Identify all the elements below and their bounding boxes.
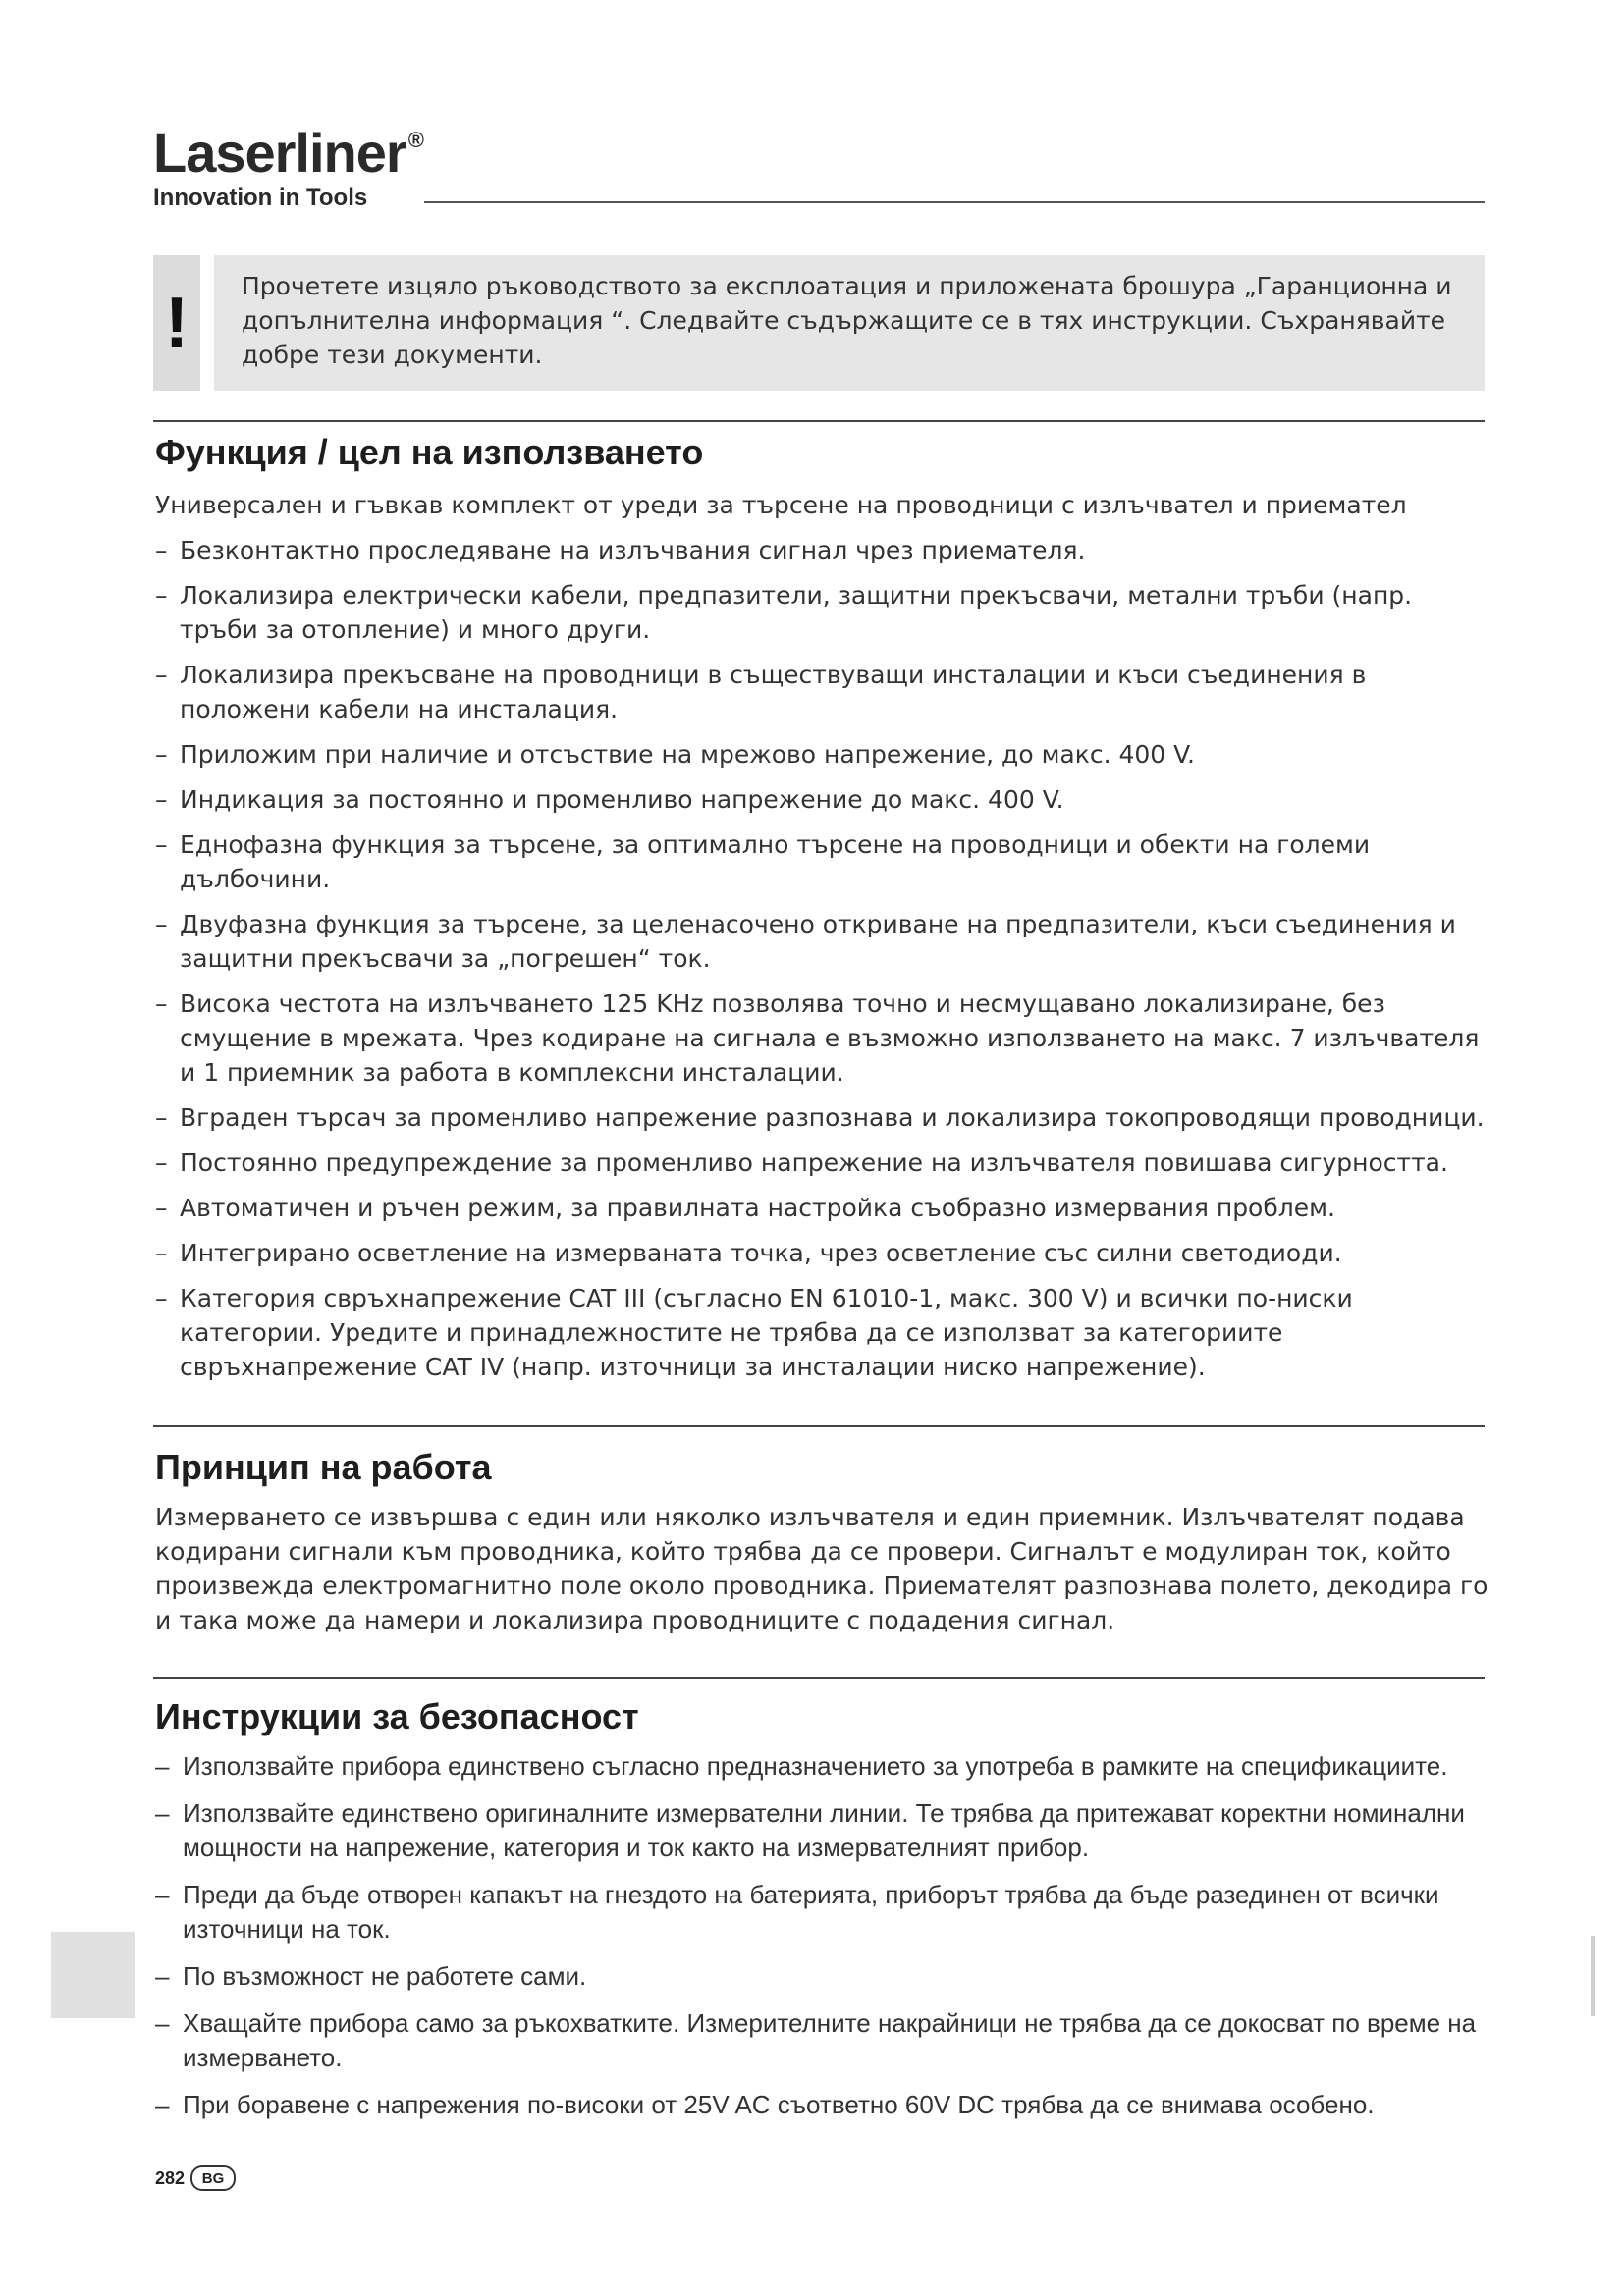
brand-tagline: Innovation in Tools <box>153 185 368 211</box>
safety-list <box>155 1749 1492 2122</box>
section-title-principle: Принцип на работа <box>155 1447 492 1487</box>
list-item: – Използвайте прибора единствено съгласно предназначението за употреба в рамките на спецификациите. <box>155 1749 1492 1784</box>
chapter-tab <box>51 1932 135 2018</box>
principle-text: Измерването се извършва с един или няколко излъчвателя и един приемник. Излъчвателят подава кодирани сигнали към проводника, който трябва да се провери. Сигналът е модулиран ток, който произвежда електромагнитно поле около проводника. Приемателят разпознава полето, декодира го и така може да намери и локализира проводниците с подадения сигнал. <box>155 1503 1489 1634</box>
function-section <box>155 488 1492 1395</box>
warning-icon: ! <box>153 255 200 391</box>
section-title-function: Функция / цел на използването <box>155 432 704 472</box>
list-item: – Безконтактно проследяване на излъчвания сигнал чрез приемателя. <box>155 533 1492 567</box>
list-item: – Приложим при наличие и отсъствие на мрежово напрежение, до макс. 400 V. <box>155 737 1492 772</box>
edge-marker <box>1591 1936 1595 2016</box>
page-footer <box>155 2165 236 2191</box>
list-item: – Локализира прекъсване на проводници в съществуващи инсталации и къси съединения в положени кабели на инсталация. <box>155 658 1492 726</box>
page-number: 282 <box>155 2167 186 2188</box>
list-item: – Висока честота на излъчването 125 KHz позволява точно и несмущавано локализиране, без смущение в мрежата. Чрез кодиране на сигнала е възможно използването на макс. 7 излъчвателя и 1 приемник за работа в комплексни инсталации. <box>155 987 1492 1090</box>
list-item: – Категория свръхнапрежение CAT III (съгласно EN 61010-1, макс. 300 V) и всички по-ниски категории. Уредите и принадлежностите не трябва да се използват за категориите свръхнапрежение CAT IV (напр. източници за инсталации ниско напрежение). <box>155 1281 1492 1384</box>
list-item: – Вграден търсач за променливо напрежение разпознава и локализира токопроводящи проводници. <box>155 1100 1492 1135</box>
list-item: – Локализира електрически кабели, предпазители, защитни прекъсвачи, метални тръби (напр. тръби за отопление) и много други. <box>155 578 1492 647</box>
notice-text: Прочетете изцяло ръководството за експлоатация и приложената брошура „Гаранционна и допълнителна информация “. Следвайте съдържащите се в тях инструкции. Съхранявайте добре тези документи. <box>214 255 1485 391</box>
list-item: – Използвайте единствено оригиналните измервателни линии. Те трябва да притежават коректни номинални мощности на напрежение, категория и ток както на измервателният прибор. <box>155 1796 1492 1865</box>
list-item: – Интегрирано осветление на измерваната точка, чрез осветление със силни светодиоди. <box>155 1236 1492 1270</box>
list-item: – Постоянно предупреждение за променливо напрежение на излъчвателя повишава сигурността. <box>155 1146 1492 1180</box>
list-item: – Автоматичен и ръчен режим, за правилната настройка съобразно измервания проблем. <box>155 1191 1492 1225</box>
list-item: – Двуфазна функция за търсене, за целенасочено откриване на предпазители, къси съединения и защитни прекъсвачи за „погрешен“ ток. <box>155 907 1492 976</box>
brand-name: Laserliner® <box>153 122 423 184</box>
section-divider <box>153 420 1485 422</box>
notice-panel <box>153 255 1485 391</box>
function-intro: Универсален и гъвкав комплект от уреди за търсене на проводници с излъчвател и приемател <box>155 491 1407 519</box>
safety-section <box>155 1749 1492 2135</box>
section-divider <box>153 1425 1485 1427</box>
list-item: – Преди да бъде отворен капакът на гнездото на батерията, приборът трябва да бъде разединен от всички източници на ток. <box>155 1878 1492 1947</box>
section-title-safety: Инструкции за безопасност <box>155 1696 639 1736</box>
principle-section <box>155 1500 1492 1637</box>
list-item: – Индикация за постоянно и променливо напрежение до макс. 400 V. <box>155 782 1492 817</box>
section-divider <box>153 1677 1485 1679</box>
list-item: – Хващайте прибора само за ръкохватките. Измерителните накрайници не трябва да се докосват по време на измерването. <box>155 2006 1492 2075</box>
list-item: – По възможност не работете сами. <box>155 1959 1492 1994</box>
header-divider <box>424 201 1485 203</box>
registered-mark: ® <box>407 128 423 152</box>
brand-logo <box>153 122 423 212</box>
list-item: – Еднофазна функция за търсене, за оптимално търсене на проводници и обекти на големи дълбочини. <box>155 828 1492 896</box>
language-badge: BG <box>190 2165 236 2191</box>
list-item: – При боравене с напрежения по-високи от 25V AC съответно 60V DC трябва да се внимава особено. <box>155 2088 1492 2122</box>
function-list <box>155 533 1492 1384</box>
